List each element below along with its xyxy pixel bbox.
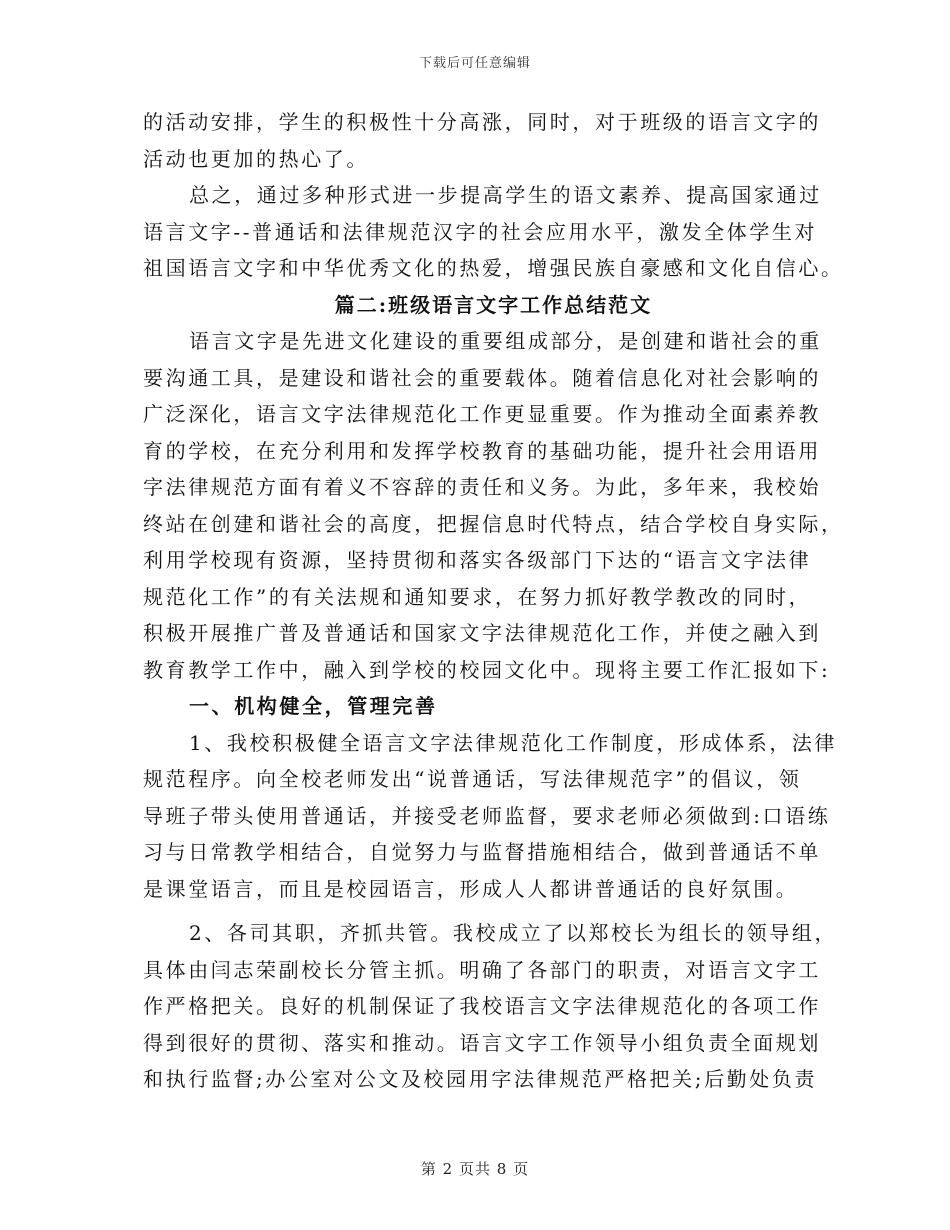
- text-line: 1、我校积极健全语言文字法律规范化工作制度，形成体系，法律: [189, 730, 838, 755]
- text-line: 是课堂语言，而且是校园语言，形成人人都讲普通话的良好氛围。: [143, 876, 799, 901]
- text-line: 规范程序。向全校老师发出“说普通话，写法律规范字”的倡议，领: [143, 767, 802, 791]
- text-line: 终站在创建和谐社会的高度，把握信息时代特点，结合学校自身实际，: [143, 511, 844, 536]
- text-line: 利用学校现有资源，坚持贯彻和落实各级部门下达的“语言文字法律: [143, 548, 812, 572]
- text-line: 育的学校，在充分利用和发挥学校教育的基础功能，提升社会用语用: [143, 438, 821, 463]
- text-line: 得到很好的贯彻、落实和推动。语言文字工作领导小组负责全面规划: [143, 1030, 821, 1055]
- text-line: 字法律规范方面有着义不容辞的责任和义务。为此，多年来，我校始: [143, 475, 821, 499]
- text-line: 作严格把关。良好的机制保证了我校语言文字法律规范化的各项工作: [143, 994, 821, 1018]
- text-line: 教育教学工作中，融入到学校的校园文化中。现将主要工作汇报如下:: [143, 657, 831, 682]
- section-title: 篇二:班级语言文字工作总结范文: [334, 292, 653, 317]
- text-line: 和执行监督;办公室对公文及校园用字法律规范严格把关;后勤处负责: [143, 1067, 818, 1091]
- text-line: 具体由闫志荣副校长分管主抓。明确了各部门的职责，对语言文字工: [143, 957, 821, 982]
- text-line: 活动也更加的热心了。: [143, 146, 369, 171]
- text-line: 语言文字是先进文化建设的重要组成部分，是创建和谐社会的重: [189, 329, 822, 353]
- text-line: 2、各司其职，齐抓共管。我校成立了以郑校长为组长的领导组，: [189, 921, 838, 945]
- text-line: 广泛深化，语言文字法律规范化工作更显重要。作为推动全面素养教: [143, 402, 821, 426]
- text-line: 积极开展推广普及普通话和国家文字法律规范化工作，并使之融入到: [143, 621, 821, 645]
- text-line: 祖国语言文字和中华优秀文化的热爱，增强民族自豪感和文化自信心。: [143, 256, 844, 280]
- page-footer: 第 2 页共 8 页: [420, 1160, 530, 1178]
- page-header: 下载后可任意编辑: [418, 56, 531, 71]
- text-line: 的活动安排，学生的积极性十分高涨，同时，对于班级的语言文字的: [143, 110, 821, 134]
- section-heading: 一、机构健全，管理完善: [189, 694, 438, 718]
- text-line: 总之，通过多种形式进一步提高学生的语文素养、提高国家通过: [189, 183, 822, 207]
- text-line: 习与日常教学相结合，自觉努力与监督措施相结合，做到普通话不单: [143, 840, 821, 864]
- text-line: 导班子带头使用普通话，并接受老师监督，要求老师必须做到:口语练: [143, 803, 831, 828]
- document-body: [143, 104, 844, 1098]
- text-line: 规范化工作”的有关法规和通知要求，在努力抓好教学教改的同时，: [143, 584, 812, 609]
- text-line: 语言文字--普通话和法律规范汉字的社会应用水平，激发全体学生对: [143, 219, 818, 244]
- text-line: 要沟通工具，是建设和谐社会的重要载体。随着信息化对社会影响的: [143, 365, 821, 390]
